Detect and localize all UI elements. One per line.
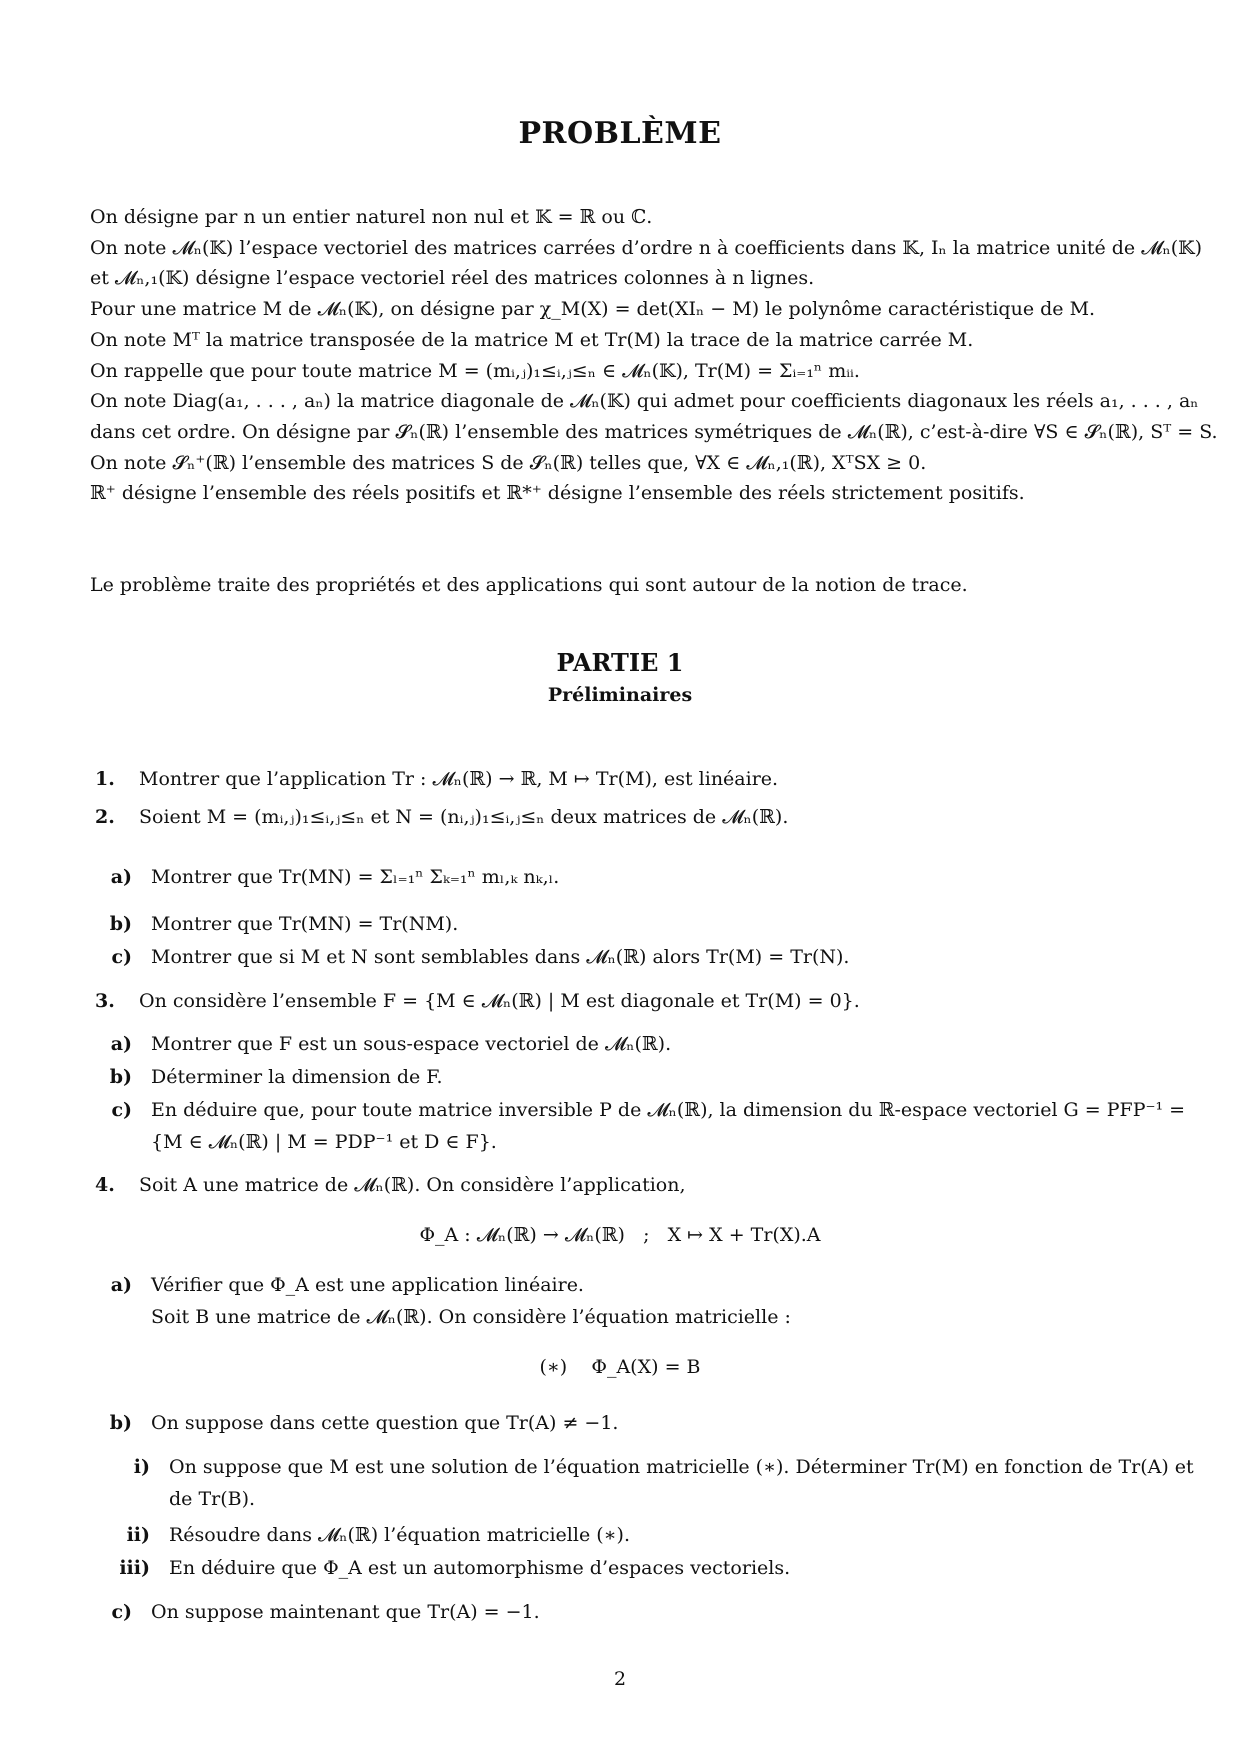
question-2a-text: Montrer que Tr(MN) = Σₗ₌₁ⁿ Σₖ₌₁ⁿ mₗ,ₖ nₖ,ₗ. [151, 866, 560, 888]
intro-line: On note Mᵀ la matrice transposée de la matrice M et Tr(M) la trace de la matrice carrée M. [90, 328, 974, 351]
subquestion-label: a) [110, 1274, 132, 1296]
intro-line: On note Diag(a₁, . . . , aₙ) la matrice diagonale de 𝓜ₙ(𝕂) qui admet pour coefficients diagonaux les réels a₁, . . . , aₙ [90, 390, 1199, 413]
subquestion-label: a) [110, 866, 132, 888]
question-number: 4. [95, 1174, 115, 1196]
question-4c-text: On suppose maintenant que Tr(A) = −1. [151, 1601, 540, 1623]
question-number: 2. [95, 806, 115, 828]
question-3b-text: Déterminer la dimension de F. [151, 1066, 443, 1088]
subquestion-label: b) [109, 913, 132, 935]
question-2c-text: Montrer que si M et N sont semblables dans 𝓜ₙ(ℝ) alors Tr(M) = Tr(N). [151, 946, 850, 968]
intro-line: dans cet ordre. On désigne par 𝓢ₙ(ℝ) l’ensemble des matrices symétriques de 𝓜ₙ(ℝ), c’est-à-dire ∀S ∈ 𝓢ₙ(ℝ), Sᵀ = S. [90, 420, 1218, 443]
question-2b-text: Montrer que Tr(MN) = Tr(NM). [151, 913, 459, 935]
intro-line: et 𝓜ₙ,₁(𝕂) désigne l’espace vectoriel réel des matrices colonnes à n lignes. [90, 267, 815, 290]
matrix-equation: (∗) Φ_A(X) = B [539, 1356, 701, 1378]
question-3a-text: Montrer que F est un sous-espace vectoriel de 𝓜ₙ(ℝ). [151, 1033, 672, 1055]
intro-line: On note 𝓜ₙ(𝕂) l’espace vectoriel des matrices carrées d’ordre n à coefficients dans 𝕂, Iₙ la matrice unité de 𝓜ₙ(𝕂) [90, 236, 1203, 259]
phi-map-formula: Φ_A : 𝓜ₙ(ℝ) → 𝓜ₙ(ℝ) ; X ↦ X + Tr(X).A [419, 1224, 821, 1246]
subquestion-label: b) [109, 1412, 132, 1434]
intro-line: On rappelle que pour toute matrice M = (mᵢ,ⱼ)₁≤ᵢ,ⱼ≤ₙ ∈ 𝓜ₙ(𝕂), Tr(M) = Σᵢ₌₁ⁿ mᵢᵢ. [90, 359, 860, 382]
question-4a-line: Soit B une matrice de 𝓜ₙ(ℝ). On considère l’équation matricielle : [151, 1306, 791, 1328]
question-1-text: Montrer que l’application Tr : 𝓜ₙ(ℝ) → ℝ, M ↦ Tr(M), est linéaire. [139, 768, 779, 790]
subquestion-label: a) [110, 1033, 132, 1055]
question-4bi-line: On suppose que M est une solution de l’équation matricielle (∗). Déterminer Tr(M) en fonction de Tr(A) et [169, 1456, 1194, 1478]
question-number: 1. [95, 768, 115, 790]
subquestion-label: iii) [119, 1557, 150, 1579]
question-4bi-line: de Tr(B). [169, 1488, 256, 1510]
intro-line: ℝ⁺ désigne l’ensemble des réels positifs et ℝ*⁺ désigne l’ensemble des réels strictement positifs. [90, 482, 1025, 505]
question-3-text: On considère l’ensemble F = {M ∈ 𝓜ₙ(ℝ) | M est diagonale et Tr(M) = 0}. [139, 990, 860, 1012]
question-4a-line: Vérifier que Φ_A est une application linéaire. [151, 1274, 584, 1296]
problem-title: PROBLÈME [518, 116, 722, 151]
subquestion-label: c) [111, 1099, 132, 1121]
part-title: PARTIE 1 [556, 648, 684, 677]
question-4b-text: On suppose dans cette question que Tr(A) ≠ −1. [151, 1412, 619, 1434]
question-3c-line: {M ∈ 𝓜ₙ(ℝ) | M = PDP⁻¹ et D ∈ F}. [151, 1131, 497, 1153]
subquestion-label: i) [133, 1456, 150, 1478]
subquestion-label: ii) [126, 1524, 150, 1546]
question-4-text: Soit A une matrice de 𝓜ₙ(ℝ). On considère l’application, [139, 1174, 686, 1196]
intro-line: On désigne par n un entier naturel non nul et 𝕂 = ℝ ou ℂ. [90, 206, 653, 228]
subquestion-label: b) [109, 1066, 132, 1088]
question-2-text: Soient M = (mᵢ,ⱼ)₁≤ᵢ,ⱼ≤ₙ et N = (nᵢ,ⱼ)₁≤ᵢ,ⱼ≤ₙ deux matrices de 𝓜ₙ(ℝ). [139, 806, 789, 828]
intro-paragraph [90, 202, 1218, 509]
subquestion-label: c) [111, 946, 132, 968]
intro-line: On note 𝓢ₙ⁺(ℝ) l’ensemble des matrices S de 𝓢ₙ(ℝ) telles que, ∀X ∈ 𝓜ₙ,₁(ℝ), XᵀSX ≥ 0. [90, 451, 927, 474]
question-number: 3. [95, 990, 115, 1012]
question-4biii-text: En déduire que Φ_A est un automorphisme d’espaces vectoriels. [169, 1557, 791, 1579]
part-subtitle: Préliminaires [547, 684, 693, 706]
intro-line: Pour une matrice M de 𝓜ₙ(𝕂), on désigne par χ_M(X) = det(XIₙ − M) le polynôme caractéristique de M. [90, 298, 1096, 321]
page-number: 2 [613, 1668, 627, 1690]
problem-remark: Le problème traite des propriétés et des applications qui sont autour de la notion de trace. [90, 574, 968, 596]
question-4bii-text: Résoudre dans 𝓜ₙ(ℝ) l’équation matricielle (∗). [169, 1524, 631, 1546]
subquestion-label: c) [111, 1601, 132, 1623]
question-3c-line: En déduire que, pour toute matrice inversible P de 𝓜ₙ(ℝ), la dimension du ℝ-espace vectoriel G = PFP⁻¹ = [151, 1099, 1186, 1121]
